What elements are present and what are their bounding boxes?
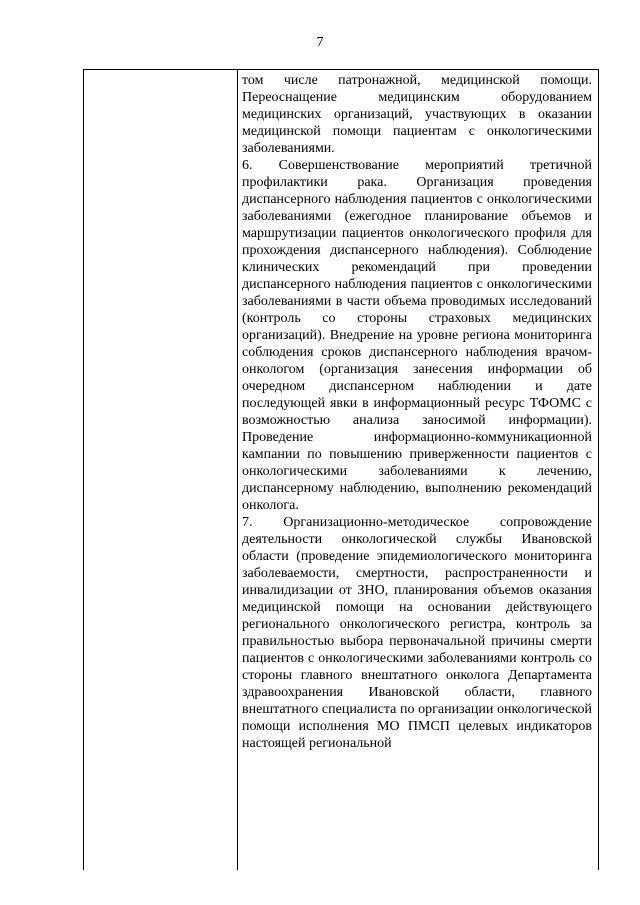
paragraph-equipment: том числе патронажной, медицинской помощи. Переоснащение медицинским оборудованием медицинских организаций, участвующих в оказании медицинской помощи пациентам с онкологическими заболеваниями. [242, 73, 592, 156]
table-left-cell [84, 70, 238, 870]
page-number: 7 [316, 35, 324, 50]
table-right-cell [242, 72, 592, 752]
content-table [83, 69, 599, 870]
paragraph-item-6: 6. Совершенствование мероприятий третичной профилактики рака. Организация проведения диспансерного наблюдения пациентов с онкологическими заболеваниями (ежегодное планирование объемов и маршрутизации пациентов онкологического профиля для прохождения диспансерного наблюдения). Соблюдение клинических рекомендаций при проведении диспансерного наблюдения пациентов с онкологическими заболеваниями в части объема проводимых исследований (контроль со стороны страховых медицинских организаций). Внедрение на уровне региона мониторинга соблюдения сроков диспансерного наблюдения врачом-онкологом (организация занесения информации об очередном диспансерном наблюдении и дате последующей явки в информационный ресурс ТФОМС с возможностью анализа заносимой информации). Проведение информационно-коммуникационной кампании по повышению приверженности пациентов с онкологическими заболеваниями к лечению, диспансерному наблюдению, выполнению рекомендаций онколога. [242, 158, 592, 513]
paragraph-item-7: 7. Организационно-методическое сопровождение деятельности онкологической службы Ивановской области (проведение эпидемиологического мониторинга заболеваемости, смертности, распространенности и инвалидизации от ЗНО, планирования объемов оказания медицинской помощи на основании действующего регионального онкологического регистра, контроль за правильностью выбора первоначальной причины смерти пациентов с онкологическими заболеваниями контроль со стороны главного внештатного онколога Департамента здравоохранения Ивановской области, главного внештатного специалиста по организации онкологической помощи исполнения МО ПМСП целевых индикаторов настоящей региональной [242, 515, 592, 751]
